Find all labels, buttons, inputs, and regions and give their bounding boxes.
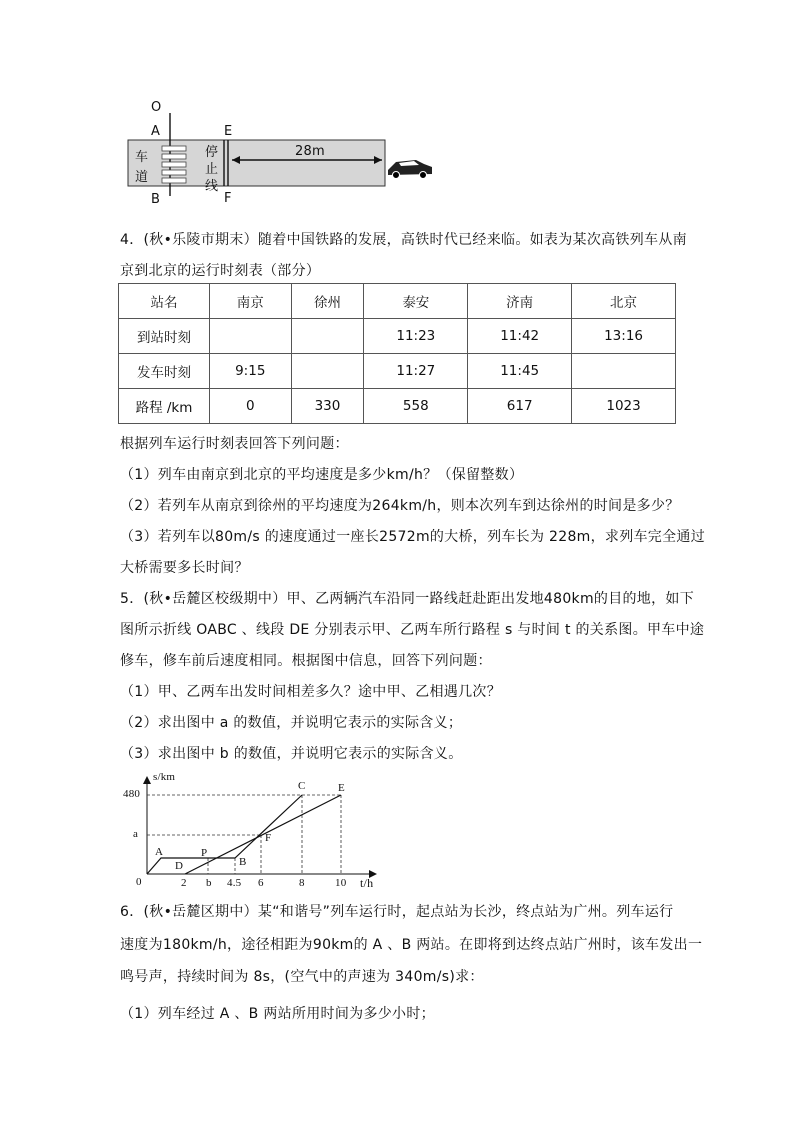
table-cell: 济南 [468, 284, 572, 319]
table-cell: 0 [210, 389, 292, 424]
table-cell: 558 [364, 389, 468, 424]
q5-sub3: （3）求出图中 b 的数值，并说明它表示的实际含义。 [120, 746, 463, 762]
point-b: B [239, 856, 247, 868]
graph-xlabel: t/h [360, 876, 374, 890]
table-cell: 11:45 [468, 354, 572, 389]
x-tick-10: 10 [335, 877, 347, 889]
table-cell: 11:27 [364, 354, 468, 389]
stop-label-2: 止 [205, 162, 219, 177]
x-tick-45: 4.5 [227, 877, 242, 889]
series-de [185, 795, 341, 874]
q6-line3: 鸣号声，持续时间为 8s，(空气中的声速为 340m/s)求： [120, 969, 484, 985]
table-cell: 路程 /km [119, 389, 210, 424]
label-o: O [151, 100, 162, 115]
table-cell: 泰安 [364, 284, 468, 319]
x-tick-0: 0 [136, 876, 142, 888]
y-tick-a: a [133, 828, 139, 840]
table-cell: 1023 [572, 389, 676, 424]
x-tick-6: 6 [258, 877, 264, 889]
q5-sub1: （1）甲、乙两车出发时间相差多久？途中甲、乙相遇几次？ [120, 684, 502, 700]
q4-sub2: （2）若列车从南京到徐州的平均速度为264km/h，则本次列车到达徐州的时间是多少？ [120, 498, 680, 514]
label-b: B [151, 192, 161, 207]
table-cell: 徐州 [291, 284, 364, 319]
x-tick-8: 8 [299, 877, 305, 889]
point-c: C [298, 780, 306, 792]
table-cell: 11:42 [468, 319, 572, 354]
q4-sub3b: 大桥需要多长时间？ [120, 560, 249, 576]
q6-line2: 速度为180km/h，途径相距为90km的 A 、B 两站。在即将到达终点站广州时，该车发出一 [120, 937, 703, 953]
x-tick-2: 2 [181, 877, 187, 889]
table-cell: 站名 [119, 284, 210, 319]
table-cell: 330 [291, 389, 364, 424]
distance-label: 28m [295, 144, 325, 159]
q5-line3: 修车，修车前后速度相同。根据图中信息，回答下列问题： [120, 653, 492, 669]
table-cell: 11:23 [364, 319, 468, 354]
point-p: P [201, 847, 208, 859]
table-cell: 617 [468, 389, 572, 424]
label-f: F [224, 191, 232, 206]
table-cell: 发车时刻 [119, 354, 210, 389]
point-e: E [338, 782, 345, 794]
q5-sub2: （2）求出图中 a 的数值，并说明它表示的实际含义； [120, 715, 463, 731]
road-diagram [120, 98, 450, 210]
q6-line1: 6．(秋•岳麓区期中）某“和谐号”列车运行时，起点站为长沙，终点站为广州。列车运行 [120, 904, 674, 920]
table-cell: 北京 [572, 284, 676, 319]
y-tick-480: 480 [123, 788, 141, 800]
series-oabc [147, 795, 302, 874]
stop-label-1: 停 [205, 145, 219, 160]
graph-ylabel: s/km [153, 771, 176, 783]
label-e: E [224, 124, 233, 139]
table-cell: 南京 [210, 284, 292, 319]
table-cell [291, 354, 364, 389]
st-graph [120, 772, 390, 894]
point-d: D [175, 860, 184, 872]
x-tick-b: b [206, 877, 212, 889]
q4-line2: 京到北京的运行时刻表（部分） [120, 263, 321, 279]
timetable [118, 283, 676, 424]
table-row [119, 389, 676, 424]
table-cell: 13:16 [572, 319, 676, 354]
table-cell [291, 319, 364, 354]
q5-line2: 图所示折线 OABC 、线段 DE 分别表示甲、乙两车所行路程 s 与时间 t 的关系图。甲车中途 [120, 622, 705, 638]
table-cell [210, 319, 292, 354]
q5-line1: 5．(秋•岳麓区校级期中）甲、乙两辆汽车沿同一路线赶赴距出发地480km的目的地，如下 [120, 591, 694, 607]
q4-line1: 4．(秋•乐陵市期末）随着中国铁路的发展，高铁时代已经来临。如表为某次高铁列车从南 [120, 232, 687, 248]
q4-intro: 根据列车运行时刻表回答下列问题： [120, 436, 349, 452]
table-row [119, 354, 676, 389]
car-icon [388, 160, 432, 179]
table-cell: 9:15 [210, 354, 292, 389]
label-a: A [151, 124, 161, 139]
table-row [119, 319, 676, 354]
lane-label-1: 车 [135, 150, 149, 165]
point-f: F [265, 832, 272, 844]
q4-sub3a: （3）若列车以80m/s 的速度通过一座长2572m的大桥，列车长为 228m，求列车完全通过 [120, 529, 705, 545]
stop-label-3: 线 [205, 179, 219, 194]
table-row [119, 284, 676, 319]
point-a: A [155, 846, 164, 858]
table-cell [572, 354, 676, 389]
q4-sub1: （1）列车由南京到北京的平均速度是多少km/h？（保留整数） [120, 467, 524, 483]
lane-label-2: 道 [135, 170, 149, 185]
table-cell: 到站时刻 [119, 319, 210, 354]
q6-sub1: （1）列车经过 A 、B 两站所用时间为多少小时； [120, 1006, 435, 1022]
